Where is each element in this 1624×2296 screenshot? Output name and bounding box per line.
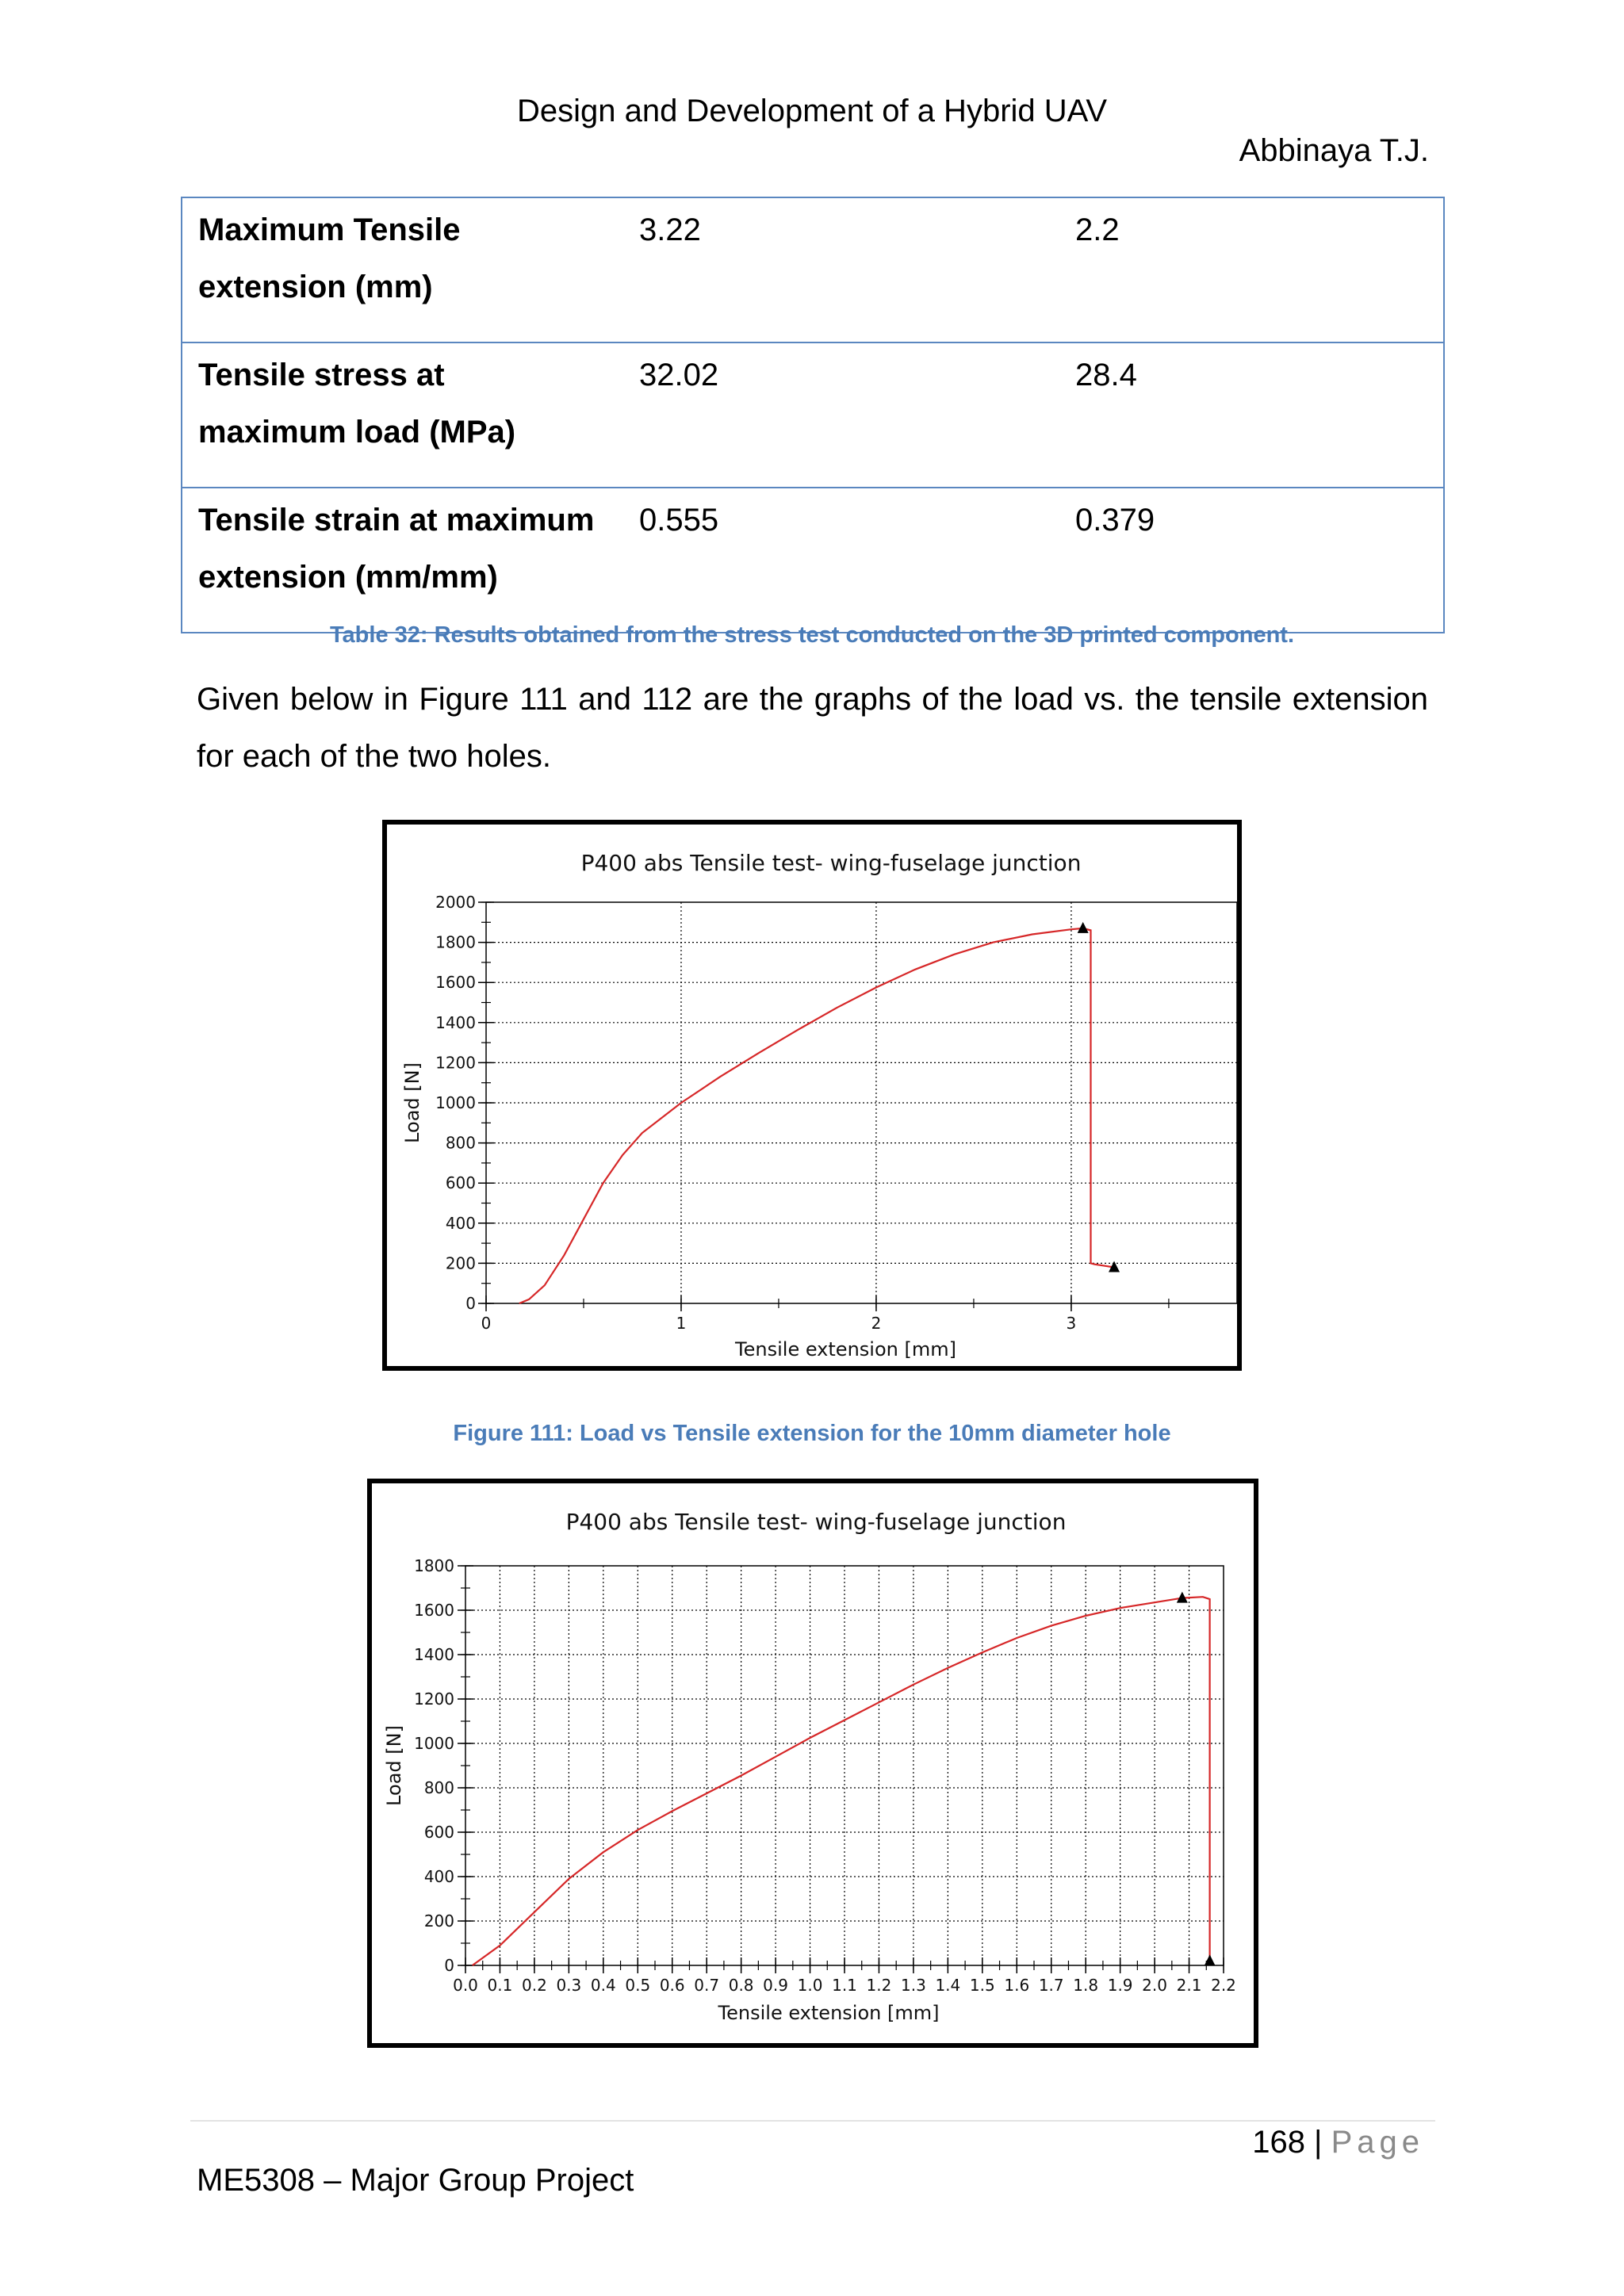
y-axis-label: Load [N] <box>401 1062 423 1143</box>
y-axis-label: Load [N] <box>383 1725 405 1806</box>
plot-area <box>486 902 1237 1303</box>
x-tick-label: 1.8 <box>1073 1976 1099 1995</box>
y-tick-label: 800 <box>445 1133 476 1153</box>
x-tick-label: 1.4 <box>935 1976 961 1995</box>
results-table <box>181 197 1445 633</box>
data-point-marker <box>1078 922 1089 933</box>
x-tick-label: 0.8 <box>728 1976 754 1995</box>
footer-divider <box>190 2120 1435 2122</box>
y-tick-label: 1400 <box>414 1645 454 1664</box>
page-word: Page <box>1331 2125 1424 2160</box>
y-tick-label: 1600 <box>414 1601 454 1620</box>
x-tick-label: 0.0 <box>453 1976 478 1995</box>
x-tick-label: 0.6 <box>659 1976 685 1995</box>
x-tick-label: 0 <box>481 1314 492 1333</box>
y-tick-label: 800 <box>423 1778 454 1797</box>
y-tick-label: 1200 <box>414 1689 454 1709</box>
x-tick-label: 0.3 <box>556 1976 582 1995</box>
y-tick-label: 1000 <box>435 1093 476 1112</box>
y-tick-label: 600 <box>445 1173 476 1193</box>
x-tick-label: 0.7 <box>694 1976 720 1995</box>
x-tick-label: 1 <box>676 1314 687 1333</box>
cell-hole-2: 28.4 <box>1059 342 1444 488</box>
x-tick-label: 0.2 <box>522 1976 547 1995</box>
cell-hole-2: 0.379 <box>1059 488 1444 633</box>
x-axis-label: Tensile extension [mm] <box>735 1338 956 1360</box>
x-tick-label: 0.1 <box>487 1976 513 1995</box>
y-tick-label: 0 <box>444 1956 454 1975</box>
x-tick-label: 2.0 <box>1142 1976 1167 1995</box>
x-tick-label: 1.5 <box>969 1976 995 1995</box>
y-tick-label: 400 <box>445 1213 476 1233</box>
row-label: Maximum Tensile extension (mm) <box>182 197 623 342</box>
x-tick-label: 2.2 <box>1211 1976 1236 1995</box>
x-tick-label: 0.9 <box>763 1976 788 1995</box>
x-tick-label: 1.1 <box>832 1976 857 1995</box>
figure-111-chart <box>382 820 1242 1371</box>
x-tick-label: 1.0 <box>797 1976 823 1995</box>
x-tick-label: 1.6 <box>1004 1976 1030 1995</box>
body-paragraph: Given below in Figure 111 and 112 are the graphs of the load vs. the tensile extension for each of the two holes. <box>197 682 1428 774</box>
x-tick-label: 0.4 <box>590 1976 616 1995</box>
cell-hole-1: 0.555 <box>623 488 1059 633</box>
x-tick-label: 3 <box>1066 1314 1077 1333</box>
table-row <box>182 197 1444 342</box>
y-tick-label: 2000 <box>435 893 476 912</box>
y-tick-label: 1800 <box>435 932 476 952</box>
series-line <box>473 1597 1210 1965</box>
y-tick-label: 0 <box>465 1294 476 1313</box>
series-line <box>519 928 1114 1303</box>
x-tick-label: 2 <box>871 1314 882 1333</box>
x-tick-label: 1.3 <box>901 1976 926 1995</box>
y-tick-label: 1400 <box>435 1012 476 1032</box>
x-tick-label: 1.7 <box>1038 1976 1064 1995</box>
cell-hole-1: 3.22 <box>623 197 1059 342</box>
y-tick-label: 1200 <box>435 1053 476 1073</box>
page-number: 168 | Page <box>1252 2125 1424 2160</box>
x-tick-label: 0.5 <box>625 1976 651 1995</box>
y-tick-label: 200 <box>445 1253 476 1273</box>
running-header-title: Design and Development of a Hybrid UAV <box>516 94 1108 128</box>
figure-111-caption: Figure 111: Load vs Tensile extension for the 10mm diameter hole <box>453 1421 1171 1446</box>
table-row <box>182 342 1444 488</box>
x-axis-label: Tensile extension [mm] <box>718 2002 940 2024</box>
y-tick-label: 200 <box>423 1911 454 1931</box>
footer-course: ME5308 – Major Group Project <box>197 2163 634 2198</box>
y-tick-label: 400 <box>423 1867 454 1886</box>
chart-title: P400 abs Tensile test- wing-fuselage junction <box>565 1509 1067 1535</box>
x-tick-label: 2.1 <box>1176 1976 1202 1995</box>
cell-hole-1: 32.02 <box>623 342 1059 488</box>
cell-hole-2: 2.2 <box>1059 197 1444 342</box>
row-label: Tensile strain at maximum extension (mm/mm) <box>182 488 623 633</box>
y-tick-label: 1600 <box>435 973 476 993</box>
x-tick-label: 1.9 <box>1107 1976 1133 1995</box>
y-tick-label: 600 <box>423 1823 454 1842</box>
load-extension-chart-10mm <box>387 825 1237 1366</box>
chart-title: P400 abs Tensile test- wing-fuselage junction <box>580 850 1082 876</box>
figure-112-chart <box>367 1479 1258 2048</box>
y-tick-label: 1000 <box>414 1734 454 1753</box>
table-caption: Table 32: Results obtained from the stress test conducted on the 3D printed component. <box>329 622 1295 648</box>
row-label: Tensile stress at maximum load (MPa) <box>182 342 623 488</box>
data-point-marker <box>1205 1954 1216 1965</box>
x-tick-label: 1.2 <box>866 1976 892 1995</box>
running-header-author: Abbinaya T.J. <box>1239 133 1429 168</box>
y-tick-label: 1800 <box>414 1556 454 1575</box>
table-row <box>182 488 1444 633</box>
load-extension-chart-2 <box>372 1483 1254 2043</box>
